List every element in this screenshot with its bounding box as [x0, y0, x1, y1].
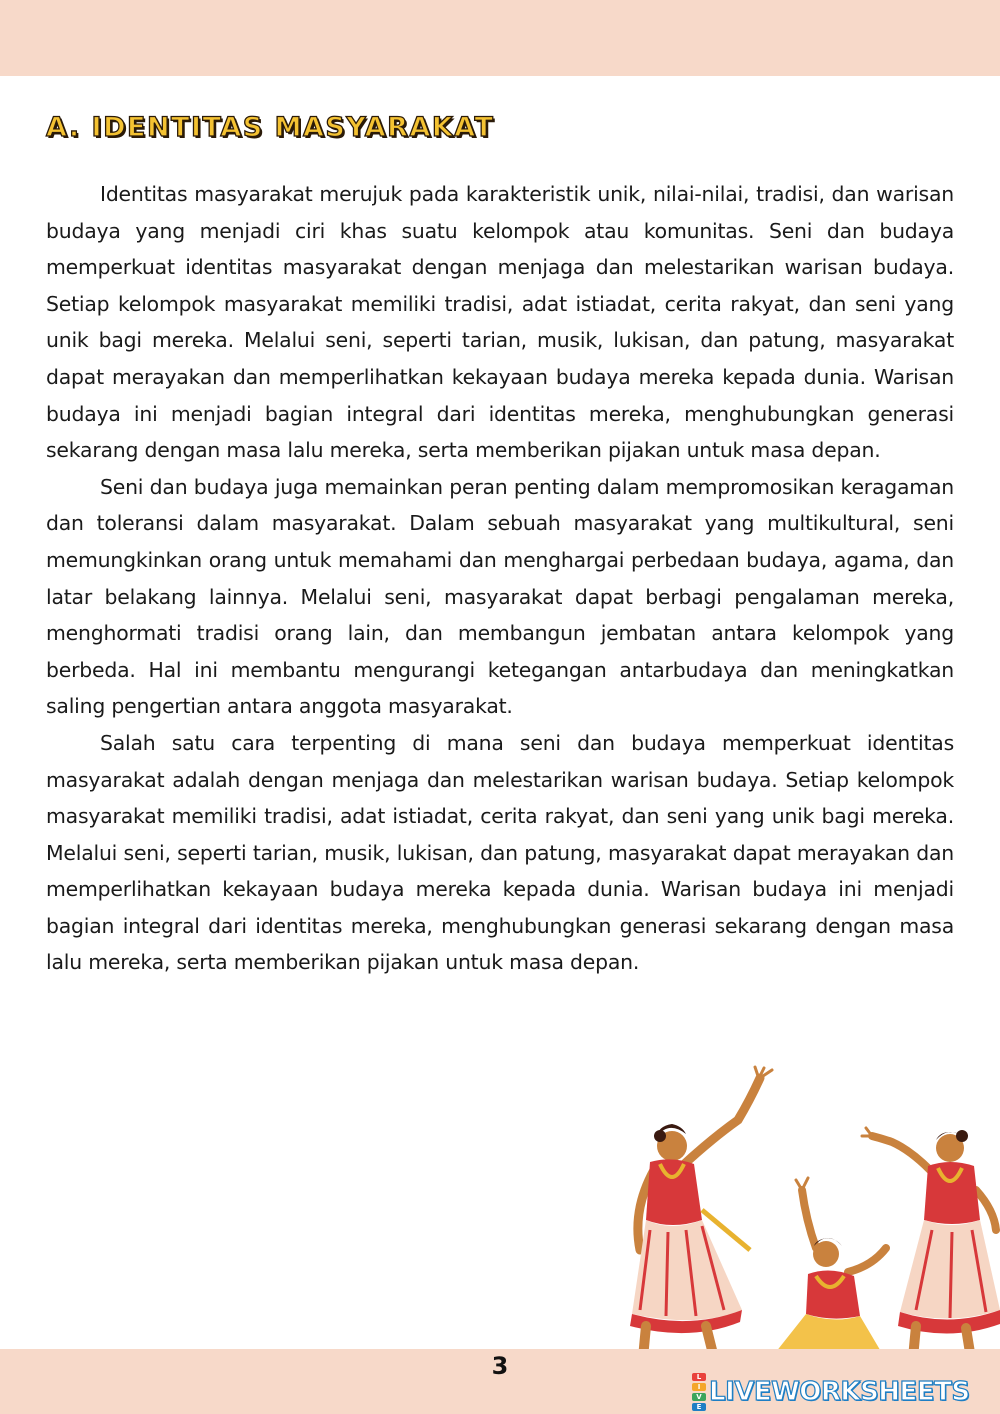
page-number: 3 [491, 1352, 509, 1380]
logo-letter-e: E [692, 1403, 706, 1411]
paragraph-2: Seni dan budaya juga memainkan peran penting dalam mempromosikan keragaman dan toleransi dalam masyarakat. Dalam sebuah masyarakat yang multikultural, seni memungkinkan orang untuk memahami dan menghargai perbedaan budaya, agama, dan latar belakang lainnya. Melalui seni, masyarakat dapat berbagi pengalaman mereka, menghormati tradisi orang lain, dan membangun jembatan antara kelompok yang berbeda. Hal ini membantu mengurangi ketegangan antarbudaya dan meningkatkan saling pengertian antara anggota masyarakat. [46, 474, 954, 719]
liveworksheets-watermark [692, 1374, 970, 1410]
header-band [0, 0, 1000, 76]
paragraph-3: Salah satu cara terpenting di mana seni dan budaya memperkuat identitas masyarakat adalah dengan menjaga dan melestarikan warisan budaya. Setiap kelompok masyarakat memiliki tradisi, adat istiadat, cerita rakyat, dan seni yang unik bagi mereka. Melalui seni, seperti tarian, musik, lukisan, dan patung, masyarakat dapat merayakan dan memperlihatkan kekayaan budaya mereka kepada dunia. Warisan budaya ini menjadi bagian integral dari identitas mereka, menghubungkan generasi sekarang dengan masa lalu mereka, serta memberikan pijakan untuk masa depan. [46, 730, 954, 975]
section-heading: A. IDENTITAS MASYARAKAT [46, 112, 495, 143]
watermark-text: LIVEWORKSHEETS [709, 1377, 970, 1407]
paragraph-1: Identitas masyarakat merujuk pada karakteristik unik, nilai-nilai, tradisi, dan warisan budaya yang menjadi ciri khas suatu kelompok atau komunitas. Seni dan budaya memperkuat identitas masyarakat dengan menjaga dan melestarikan warisan budaya. Setiap kelompok masyarakat memiliki tradisi, adat istiadat, cerita rakyat, dan seni yang unik bagi mereka. Melalui seni, seperti tarian, musik, lukisan, dan patung, masyarakat dapat merayakan dan memperlihatkan kekayaan budaya mereka kepada dunia. Warisan budaya ini menjadi bagian integral dari identitas mereka, menghubungkan generasi sekarang dengan masa lalu mereka, serta memberikan pijakan untuk masa depan. [46, 182, 954, 463]
dancer-left [630, 1067, 772, 1390]
logo-letter-v: V [692, 1393, 706, 1401]
logo-letter-i: I [692, 1383, 706, 1391]
body-text [46, 176, 954, 981]
liveworksheets-logo-icon [692, 1372, 706, 1412]
logo-letter-l: L [692, 1373, 706, 1381]
